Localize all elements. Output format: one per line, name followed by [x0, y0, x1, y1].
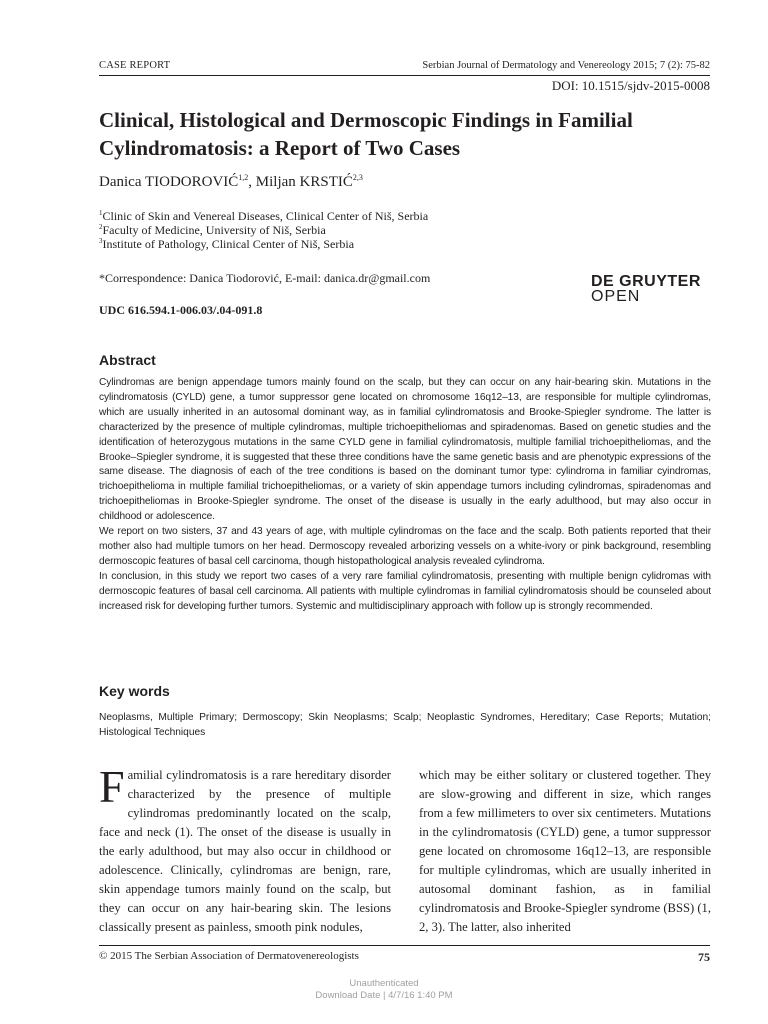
author-name: Miljan KRSTIĆ [255, 174, 353, 190]
body-column-left [99, 761, 391, 937]
copyright: © 2015 The Serbian Association of Dermatovenereologists [99, 950, 359, 962]
author-affiliation-ref: 1,2 [238, 173, 249, 182]
section-label: CASE REPORT [99, 60, 171, 71]
keywords-text: Neoplasms, Multiple Primary; Dermoscopy; Skin Neoplasms; Scalp; Neoplastic Syndromes, Hereditary; Case Reports; Mutation; Histological Techniques [99, 712, 711, 738]
logo-line-2: OPEN [591, 288, 641, 305]
doi-link[interactable]: DOI: 10.1515/sjdv-2015-0008 [551, 78, 710, 93]
journal-reference: Serbian Journal of Dermatology and Venereology 2015; 7 (2): 75-82 [422, 60, 710, 71]
abstract-heading: Abstract [99, 352, 156, 368]
watermark-line-2: Download Date | 4/7/16 1:40 PM [315, 990, 453, 1001]
affiliation-3 [99, 237, 354, 252]
body-text: amilial cylindromatosis is a rare hereditary disorder characterized by the presence of multiple cylindromas predominantly located on the scalp, face and neck (1). The onset of the disease is usually in the early adulthood, but may also occur in childhood or adolescence. Clinically, cylindromas are benign, rare, skin appendage tumors mainly found on the scalp, but they can occur on any hair-bearing skin. The lesions classically present as painless, smooth pink nodules, [99, 768, 391, 934]
affiliation-text: Clinic of Skin and Venereal Diseases, Clinical Center of Niš, Serbia [102, 209, 429, 223]
abstract-body [99, 376, 711, 615]
body-column-right: which may be either solitary or clustered together. They are slow-growing and different in size, which ranges from a few millimeters to over six centimeters. Mutations in the cylindromatosis (CYLD) gene, a tumor suppressor gene located on chromosome 16q12–13, are responsible for multiple cylindromas, which are usually inherited in autosomal dominant fashion, as in familial cylindromatosis and Brooke-Spiegler syndrome (BSS) (1, 2, 3). The latter, also inherited [419, 768, 711, 934]
drop-cap: F [99, 761, 125, 812]
affiliation-number: 2 [99, 223, 103, 231]
abstract-paragraph: Cylindromas are benign appendage tumors mainly found on the scalp, but they can occur on any hair-bearing skin. Mutations in the cylindromatosis (CYLD) gene, a tumor suppressor gene located on chromosome 16q12–13, are responsible for multiple cylindromas, which are usually inherited in an autosomal dominant way, as in familial cylindromatosis and Brooke-Spiegler syndrome. The latter is characterized by the presence of multiple cylindromas, multiple trichoepitheliomas and spiradenomas. Based on genetic studies and the identification of heterozygous mutations in the same CYLD gene in familial cylindromatosis, multiple familial trichoepitheliomas, and the Brooke–Spiegler syndrome, it is suggested that these three conditions have the same genetic basis and are phenotypic expressions of the same disease. The diagnosis of each of the tree conditions is based on the dominant tumor type: cylindroma in familiar cyindromas, trichoepithelioma in multiple familial trichoepitheliomas, or a variety of skin appendage tumors including cylindromas, spiradenomas and trichoepitheliomas in Brooke-Spiegler syndrome. The onset of the disease is usually in the early adulthood, but may also occur in childhood or adolescence. [99, 377, 711, 523]
udc-code: UDC 616.594.1-006.03/.04-091.8 [99, 303, 263, 317]
publisher-logo [591, 274, 701, 304]
affiliation-1 [99, 209, 428, 224]
abstract-paragraph: We report on two sisters, 37 and 43 years of age, with multiple cylindromas on the face and the scalp. Both patients reported that their mother also had multiple tumors on her head. Dermoscopy revealed arborizing vessels on a white-ivory or pink background, resembling dermoscopic features of basal cell carcinoma, though histopathological analysis revealed cylindroma. [99, 526, 711, 567]
logo-line-1: DE GRUYTER [591, 273, 701, 290]
affiliation-number: 1 [99, 209, 103, 217]
page-number: 75 [698, 950, 710, 964]
affiliation-number: 3 [99, 237, 103, 245]
watermark-line-1: Unauthenticated [349, 978, 419, 989]
abstract-paragraph: In conclusion, in this study we report two cases of a very rare familial cylindromatosis, presenting with multiple benign cylidromas with dermoscopic features of basal cell carcinoma. All patients with multiple cylindromas in familial cylindromatosis should be counseled about increased risk for developing further tumors. Systemic and multidisciplinary approach with follow up is strongly recommended. [99, 570, 711, 612]
author-line [99, 173, 363, 191]
affiliation-text: Faculty of Medicine, University of Niš, Serbia [102, 223, 326, 237]
affiliation-text: Institute of Pathology, Clinical Center of Niš, Serbia [102, 237, 355, 251]
author-name: Danica TIODOROVIĆ [99, 174, 239, 190]
affiliation-2 [99, 223, 326, 238]
article-title: Clinical, Histological and Dermoscopic Findings in Familial Cylindromatosis: a Report of Two Cases [99, 108, 633, 160]
footer-rule [99, 945, 710, 946]
header-rule [99, 75, 710, 76]
author-separator: , [248, 174, 256, 190]
author-affiliation-ref: 2,3 [352, 173, 363, 182]
correspondence: *Correspondence: Danica Tiodorović, E-mail: danica.dr@gmail.com [99, 271, 431, 285]
keywords-heading: Key words [99, 683, 170, 699]
